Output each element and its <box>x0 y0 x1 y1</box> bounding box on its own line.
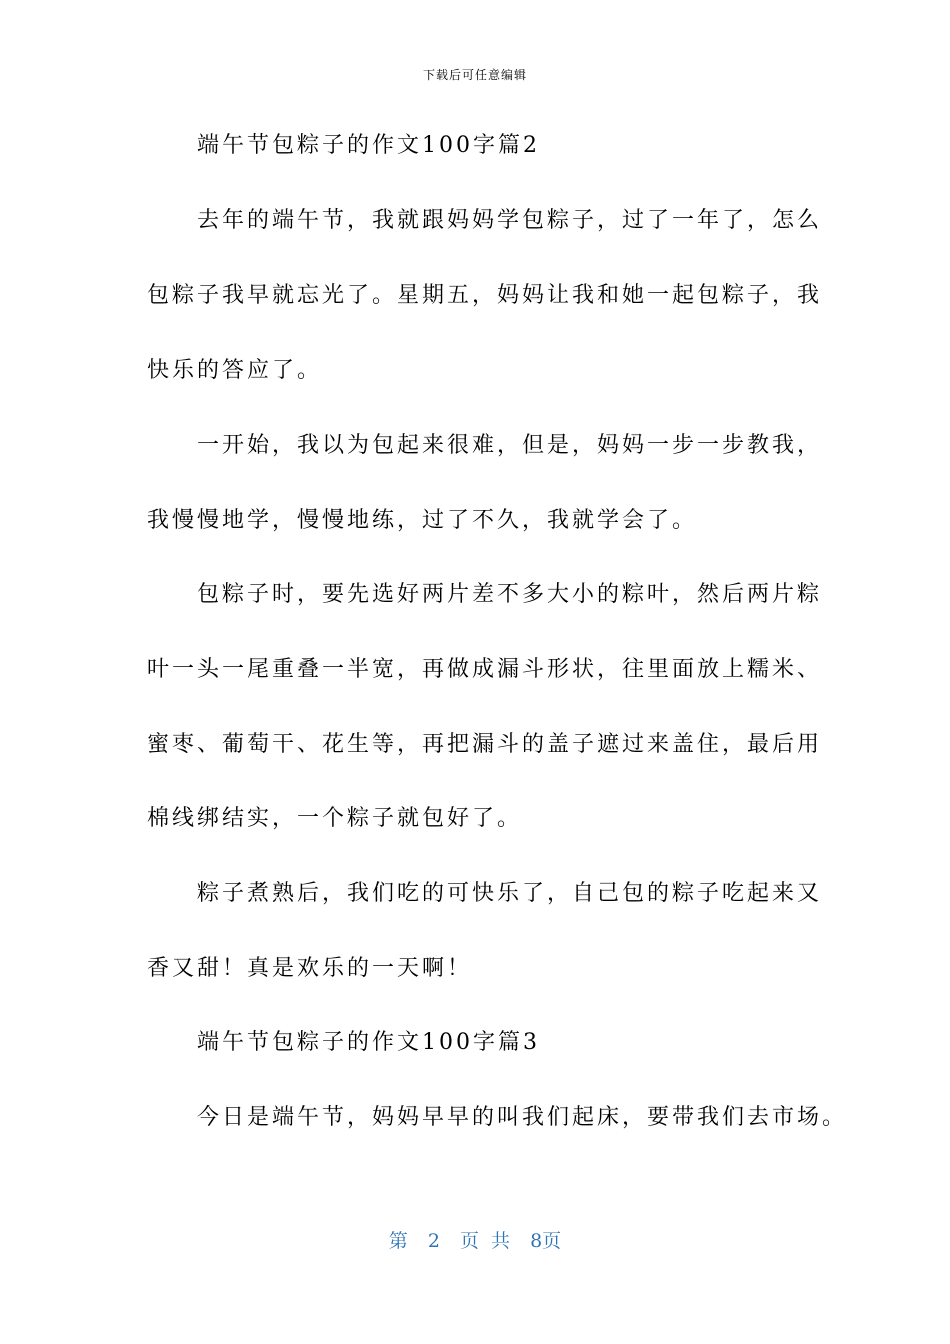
paragraph-line: 我慢慢地学，慢慢地练，过了不久，我就学会了。 <box>147 508 698 533</box>
footer-prefix: 第 <box>388 1230 408 1252</box>
paragraph-line: 蜜枣、葡萄干、花生等，再把漏斗的盖子遮过来盖住，最后用 <box>147 732 823 757</box>
paragraph-line: 包粽子我早就忘光了。星期五，妈妈让我和她一起包粽子，我 <box>147 283 823 308</box>
footer-middle: 页 共 <box>460 1230 511 1252</box>
page-footer <box>0 1226 950 1253</box>
paragraph-line: 棉线绑结实，一个粽子就包好了。 <box>147 806 523 831</box>
paragraph-line: 去年的端午节，我就跟妈妈学包粽子，过了一年了，怎么 <box>147 208 823 233</box>
footer-page-number: 2 <box>427 1230 440 1252</box>
paragraph-line: 粽子煮熟后，我们吃的可快乐了，自己包的粽子吃起来又 <box>147 881 823 906</box>
paragraph-line: 快乐的答应了。 <box>147 358 323 383</box>
page-header-note: 下载后可任意编辑 <box>422 68 527 82</box>
paragraph-line: 包粽子时，要先选好两片差不多大小的粽叶，然后两片粽 <box>147 582 823 607</box>
paragraph-line: 叶一头一尾重叠一半宽，再做成漏斗形状，往里面放上糯米、 <box>147 657 823 682</box>
section-heading: 端午节包粽子的作文100字篇3 <box>147 1030 540 1055</box>
paragraph-line: 一开始，我以为包起来很难，但是，妈妈一步一步教我， <box>147 433 823 458</box>
paragraph-line: 香又甜！真是欢乐的一天啊！ <box>147 956 473 981</box>
section-heading: 端午节包粽子的作文100字篇2 <box>147 133 540 158</box>
paragraph-line: 今日是端午节，妈妈早早的叫我们起床，要带我们去市场。 <box>147 1105 848 1130</box>
footer-total-pages: 8页 <box>530 1230 562 1252</box>
